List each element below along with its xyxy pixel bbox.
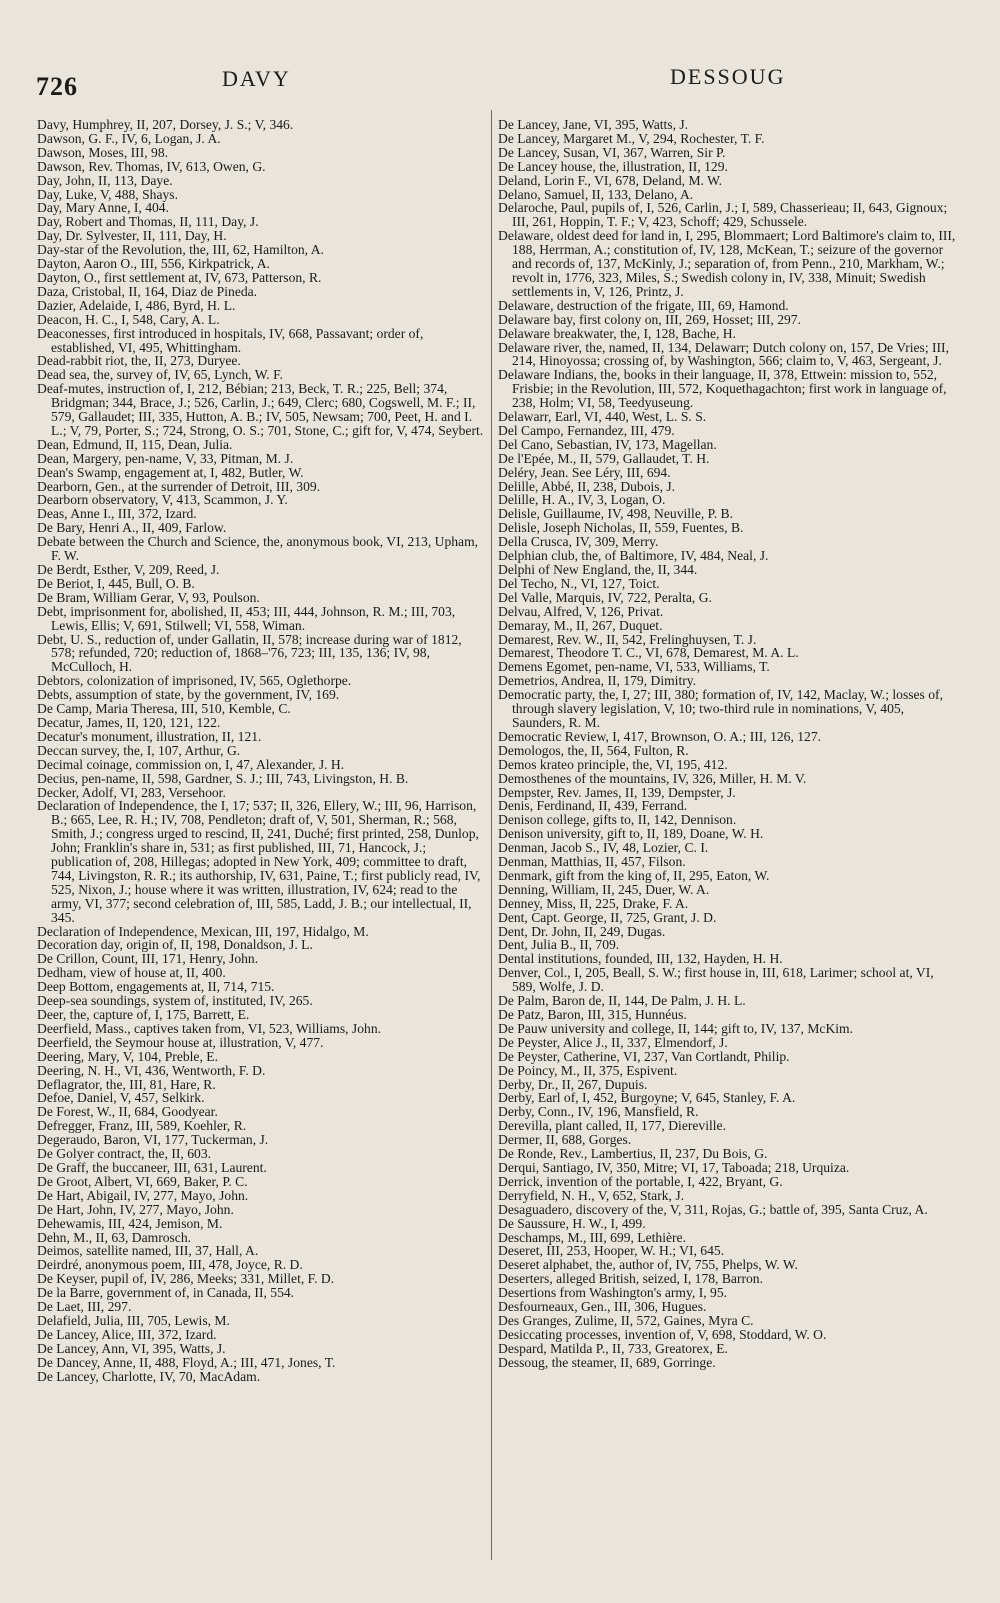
index-entry: Demetrios, Andrea, II, 179, Dimitry.: [498, 673, 697, 689]
index-entry: Deflagrator, the, III, 81, Hare, R.: [37, 1076, 216, 1092]
index-entry: Delille, H. A., IV, 3, Logan, O.: [498, 492, 666, 508]
index-entry: De Poincy, M., II, 375, Espivent.: [498, 1062, 678, 1078]
index-entry: Dessoug, the steamer, II, 689, Gorringe.: [498, 1354, 716, 1370]
index-entry: Derqui, Santiago, IV, 350, Mitre; VI, 17, Taboada; 218, Urquiza.: [498, 1159, 850, 1175]
index-entry: De Hart, Abigail, IV, 277, Mayo, John.: [37, 1187, 249, 1203]
index-entry: De Bary, Henri A., II, 409, Farlow.: [37, 520, 227, 536]
index-entry: Delphi of New England, the, II, 344.: [498, 562, 698, 577]
index-entry: Declaration of Independence, the I, 17; 537; II, 326, Ellery, W.; III, 96, Harrison, B.; 665, Lee, R. H.; IV, 708, Pendleton; draft of, V, 501, Sherman, R.; 568, Smith, J.; congress urged to rescind, II, 241, Duché; first printed, 258, Dunlop, John; Franklin's share in, 531; as first published, III, 71, Hancock, J.; publication of, 208, Hillegas; adopted in New York, 409; committee to draft, 744, Livingston, R. R.; its authorship, IV, 631, Paine, T.; first publicly read, IV, 525, Nixon, J.; house where it was written, illustration, IV, 624; read to the army, VI, 377; second celebration of, III, 585, Ladd, J. B.; our intellectual, II, 345.: [37, 798, 481, 925]
index-entry: De Lancey house, the, illustration, II, 129.: [498, 158, 728, 174]
index-entry: De Pauw university and college, II, 144; gift to, IV, 137, McKim.: [498, 1020, 854, 1036]
index-entry: Delvau, Alfred, V, 126, Privat.: [498, 603, 664, 619]
index-entry: De Saussure, H. W., I, 499.: [498, 1215, 646, 1231]
index-entry: Degeraudo, Baron, VI, 177, Tuckerman, J.: [37, 1132, 269, 1148]
index-entry: Decius, pen-name, II, 598, Gardner, S. J.; III, 743, Livingston, H. B.: [37, 770, 409, 786]
index-entry: Despard, Matilda P., II, 733, Greatorex, E.: [498, 1340, 728, 1356]
index-entry: Day, Luke, V, 488, Shays.: [37, 186, 178, 202]
index-entry: De Patz, Baron, III, 315, Hunnéus.: [498, 1007, 687, 1022]
index-entry: Della Crusca, IV, 309, Merry.: [498, 534, 659, 550]
index-entry: Deirdré, anonymous poem, III, 478, Joyce, R. D.: [37, 1257, 303, 1273]
index-entry: Day, John, II, 113, Daye.: [37, 172, 173, 188]
index-entry: Decatur, James, II, 120, 121, 122.: [37, 714, 221, 730]
index-entry: Delille, Abbé, II, 238, Dubois, J.: [498, 478, 676, 494]
index-entry: Debt, imprisonment for, abolished, II, 453; III, 444, Johnson, R. M.; III, 703, Lewis, Ellis; V, 691, Stilwell; VI, 558, Wiman.: [37, 603, 456, 633]
index-entry: De Lancey, Margaret M., V, 294, Rochester, T. F.: [498, 130, 765, 146]
index-entry: Dazier, Adelaide, I, 486, Byrd, H. L.: [37, 297, 236, 313]
index-entry: Denmark, gift from the king of, II, 295, Eaton, W.: [498, 867, 770, 883]
index-entry: Del Campo, Fernandez, III, 479.: [498, 422, 675, 438]
index-entry: Democratic Review, I, 417, Brownson, O. A.; III, 126, 127.: [498, 728, 822, 744]
index-column-right: [498, 118, 958, 1370]
index-entry: Demarest, Theodore T. C., VI, 678, Demarest, M. A. L.: [498, 645, 799, 661]
index-entry: Decatur's monument, illustration, II, 121.: [37, 728, 262, 744]
index-entry: De Beriot, I, 445, Bull, O. B.: [37, 575, 195, 591]
index-entry: De Golyer contract, the, II, 603.: [37, 1146, 212, 1162]
index-entry: Decker, Adolf, VI, 283, Versehoor.: [37, 784, 226, 800]
index-entry: Deland, Lorin F., VI, 678, Deland, M. W.: [498, 172, 723, 188]
index-entry: De la Barre, government of, in Canada, II, 554.: [37, 1285, 295, 1301]
index-entry: Denney, Miss, II, 225, Drake, F. A.: [498, 895, 689, 911]
index-entry: Dean, Edmund, II, 115, Dean, Julia.: [37, 436, 233, 452]
index-entry: De Lancey, Ann, VI, 395, Watts, J.: [37, 1340, 226, 1356]
column-divider: [491, 110, 492, 1560]
index-entry: Daza, Cristobal, II, 164, Diaz de Pineda.: [37, 283, 258, 299]
index-entry: De Bram, William Gerar, V, 93, Poulson.: [37, 589, 260, 605]
index-entry: Democratic party, the, I, 27; III, 380; formation of, IV, 142, Maclay, W.; losses of, through slavery legislation, V, 10; two-third rule in nominations, V, 405, Saunders, R. M.: [498, 687, 943, 730]
index-entry: Dawson, G. F., IV, 6, Logan, J. A.: [37, 130, 221, 146]
index-entry: Des Granges, Zulime, II, 572, Gaines, Myra C.: [498, 1312, 754, 1328]
index-entry: Deschamps, M., III, 699, Lethière.: [498, 1229, 686, 1245]
index-entry: Decoration day, origin of, II, 198, Donaldson, J. L.: [37, 937, 313, 953]
index-entry: Dean's Swamp, engagement at, I, 482, Butler, W.: [37, 464, 304, 480]
index-entry: Delaware Indians, the, books in their language, II, 378, Ettwein: mission to, 552, Frisbie; in the Revolution, III, 572, Koquethagachton; first work in language of, 238, Holm; VI, 58, Teedyuseung.: [498, 367, 947, 411]
index-entry: Dehewamis, III, 424, Jemison, M.: [37, 1215, 223, 1231]
index-entry: Delisle, Guillaume, IV, 498, Neuville, P. B.: [498, 506, 733, 522]
index-entry: Deerfield, Mass., captives taken from, VI, 523, Williams, John.: [37, 1020, 382, 1036]
index-entry: Dent, Dr. John, II, 249, Dugas.: [498, 923, 666, 939]
index-entry: Davy, Humphrey, II, 207, Dorsey, J. S.; V, 346.: [37, 117, 294, 132]
index-entry: Delaware, destruction of the frigate, III, 69, Hamond.: [498, 297, 789, 313]
index-entry: Derby, Conn., IV, 196, Mansfield, R.: [498, 1104, 699, 1120]
index-entry: Delawarr, Earl, VI, 440, West, L. S. S.: [498, 409, 707, 425]
index-entry: Deering, Mary, V, 104, Preble, E.: [37, 1048, 218, 1064]
index-entry: Dead sea, the, survey of, IV, 65, Lynch, W. F.: [37, 367, 283, 383]
index-entry: Demologos, the, II, 564, Fulton, R.: [498, 742, 689, 758]
index-entry: De Camp, Maria Theresa, III, 510, Kemble, C.: [37, 701, 291, 717]
index-entry: Dean, Margery, pen-name, V, 33, Pitman, M. J.: [37, 450, 294, 466]
index-entry: Deas, Anne I., III, 372, Izard.: [37, 506, 197, 522]
index-entry: Dayton, O., first settlement at, IV, 673, Patterson, R.: [37, 269, 322, 285]
index-entry: Deseret alphabet, the, author of, IV, 755, Phelps, W. W.: [498, 1257, 798, 1273]
index-entry: Derrick, invention of the portable, I, 422, Bryant, G.: [498, 1173, 783, 1189]
index-entry: Denning, William, II, 245, Duer, W. A.: [498, 881, 710, 897]
index-entry: De Berdt, Esther, V, 209, Reed, J.: [37, 562, 220, 577]
index-entry: Deléry, Jean. See Léry, III, 694.: [498, 464, 671, 480]
index-entry: Deaconesses, first introduced in hospitals, IV, 668, Passavant; order of, established, VI, 495, Whittingham.: [37, 325, 424, 355]
index-entry: Dawson, Moses, III, 98.: [37, 144, 169, 160]
index-entry: Day, Robert and Thomas, II, 111, Day, J.: [37, 214, 259, 230]
index-entry: Del Techo, N., VI, 127, Toict.: [498, 575, 660, 591]
running-head-left: DAVY: [222, 66, 291, 91]
index-entry: Deering, N. H., VI, 436, Wentworth, F. D.: [37, 1062, 266, 1078]
index-entry: Debts, assumption of state, by the government, IV, 169.: [37, 687, 340, 703]
index-entry: De Lancey, Susan, VI, 367, Warren, Sir P.: [498, 144, 726, 160]
index-entry: Deacon, H. C., I, 548, Cary, A. L.: [37, 311, 220, 327]
index-entry: Denman, Jacob S., IV, 48, Lozier, C. I.: [498, 840, 709, 856]
index-column-left: [37, 118, 487, 1383]
index-entry: Desaguadero, discovery of the, V, 311, Rojas, G.; battle of, 395, Santa Cruz, A.: [498, 1201, 928, 1217]
index-entry: Delaware, oldest deed for land in, I, 295, Blommaert; Lord Baltimore's claim to, III, 188, Herrman, A.; constitution of, IV, 128, McKean, T.; seizure of the governor and records of, 137, McKinly, J.; separation of, from Penn., 210, Markham, W.; revolt in, 1776, 323, Miles, S.; Swedish colony in, IV, 338, Minuit; Swedish settlements in, V, 126, Printz, J.: [498, 228, 956, 299]
index-entry: Desertions from Washington's army, I, 95.: [498, 1285, 728, 1301]
index-entry: Del Valle, Marquis, IV, 722, Peralta, G.: [498, 589, 712, 605]
index-entry: Denman, Matthias, II, 457, Filson.: [498, 854, 686, 870]
index-entry: Deep-sea soundings, system of, instituted, IV, 265.: [37, 993, 313, 1009]
index-entry: Demos krateo principle, the, VI, 195, 412.: [498, 756, 728, 772]
index-entry: Delaroche, Paul, pupils of, I, 526, Carlin, J.; I, 589, Chasserieau; II, 643, Gignoux; III, 261, Hoppin, T. F.; V, 423, Schoff; 429, Schussele.: [498, 200, 948, 230]
index-entry: Delaware bay, first colony on, III, 269, Hosset; III, 297.: [498, 311, 802, 327]
index-entry: Declaration of Independence, Mexican, III, 197, Hidalgo, M.: [37, 923, 369, 939]
index-entry: Deccan survey, the, I, 107, Arthur, G.: [37, 742, 241, 758]
index-entry: De Dancey, Anne, II, 488, Floyd, A.; III, 471, Jones, T.: [37, 1354, 336, 1370]
index-entry: Deseret, III, 253, Hooper, W. H.; VI, 645.: [498, 1243, 725, 1259]
running-head-right: DESSOUG: [670, 64, 786, 89]
page-number: 726: [36, 72, 78, 101]
index-entry: De Graff, the buccaneer, III, 631, Laurent.: [37, 1159, 267, 1175]
index-entry: Derby, Earl of, I, 452, Burgoyne; V, 645, Stanley, F. A.: [498, 1090, 796, 1106]
index-entry: Delphian club, the, of Baltimore, IV, 484, Neal, J.: [498, 548, 769, 564]
index-entry: Dayton, Aaron O., III, 556, Kirkpatrick, A.: [37, 256, 270, 272]
index-entry: Denis, Ferdinand, II, 439, Ferrand.: [498, 798, 688, 814]
index-entry: Denver, Col., I, 205, Beall, S. W.; first house in, III, 618, Larimer; school at, VI, 589, Wolfe, J. D.: [498, 965, 934, 995]
index-entry: Deaf-mutes, instruction of, I, 212, Bébian; 213, Beck, T. R.; 225, Bell; 374, Bridgman; 344, Brace, J.; 526, Carlin, J.; 649, Clerc; 680, Cogswell, M. F.; II, 579, Gallaudet; III, 335, Hutton, A. B.; IV, 505, Newsam; 700, Peet, H. and I. L.; V, 79, Porter, S.; 724, Strong, O. S.; 701, Stone, C.; gift for, V, 474, Seybert.: [37, 381, 484, 438]
index-entry: Debt, U. S., reduction of, under Gallatin, II, 578; increase during war of 1812, 578; refunded, 720; reduction of, 1868–'76, 723; III, 135, 136; IV, 98, McCulloch, H.: [37, 631, 462, 675]
index-entry: De Lancey, Charlotte, IV, 70, MacAdam.: [37, 1368, 261, 1384]
index-entry: Dental institutions, founded, III, 132, Hayden, H. H.: [498, 951, 783, 967]
index-entry: De Peyster, Catherine, VI, 237, Van Cortlandt, Philip.: [498, 1048, 790, 1064]
index-entry: Dearborn observatory, V, 413, Scammon, J. Y.: [37, 492, 288, 508]
index-entry: Dermer, II, 688, Gorges.: [498, 1132, 632, 1148]
index-entry: Defregger, Franz, III, 589, Koehler, R.: [37, 1118, 247, 1134]
index-entry: Demosthenes of the mountains, IV, 326, Miller, H. M. V.: [498, 770, 807, 786]
index-entry: Dawson, Rev. Thomas, IV, 613, Owen, G.: [37, 158, 266, 174]
index-entry: Decimal coinage, commission on, I, 47, Alexander, J. H.: [37, 756, 345, 772]
index-entry: Denison college, gifts to, II, 142, Dennison.: [498, 812, 737, 828]
index-entry: De Palm, Baron de, II, 144, De Palm, J. H. L.: [498, 993, 746, 1009]
index-entry: De Lancey, Alice, III, 372, Izard.: [37, 1326, 217, 1342]
index-entry: Dehn, M., II, 63, Damrosch.: [37, 1229, 192, 1245]
index-entry: Deimos, satellite named, III, 37, Hall, A.: [37, 1243, 259, 1259]
index-entry: Day-star of the Revolution, the, III, 62, Hamilton, A.: [37, 242, 324, 258]
index-entry: De Groot, Albert, VI, 669, Baker, P. C.: [37, 1173, 248, 1189]
index-entry: Demens Egomet, pen-name, VI, 533, Williams, T.: [498, 659, 770, 675]
index-entry: De Ronde, Rev., Lambertius, II, 237, Du Bois, G.: [498, 1146, 768, 1162]
index-entry: Dent, Julia B., II, 709.: [498, 937, 620, 953]
index-entry: Day, Mary Anne, I, 404.: [37, 200, 170, 216]
index-entry: Desfourneaux, Gen., III, 306, Hugues.: [498, 1299, 707, 1315]
index-entry: Desiccating processes, invention of, V, 698, Stoddard, W. O.: [498, 1326, 827, 1342]
index-entry: De Laet, III, 297.: [37, 1299, 132, 1315]
index-entry: De Keyser, pupil of, IV, 286, Meeks; 331, Millet, F. D.: [37, 1271, 335, 1287]
index-entry: Day, Dr. Sylvester, II, 111, Day, H.: [37, 228, 227, 244]
index-entry: Deserters, alleged British, seized, I, 178, Barron.: [498, 1271, 763, 1287]
index-entry: De Lancey, Jane, VI, 395, Watts, J.: [498, 117, 689, 132]
index-entry: Delisle, Joseph Nicholas, II, 559, Fuentes, B.: [498, 520, 744, 536]
index-entry: De Peyster, Alice J., II, 337, Elmendorf, J.: [498, 1034, 728, 1050]
index-entry: Defoe, Daniel, V, 457, Selkirk.: [37, 1090, 205, 1106]
index-entry: Del Cano, Sebastian, IV, 173, Magellan.: [498, 436, 717, 452]
index-entry: Derby, Dr., II, 267, Dupuis.: [498, 1076, 648, 1092]
index-entry: De l'Epée, M., II, 579, Gallaudet, T. H.: [498, 450, 710, 466]
index-entry: Denison university, gift to, II, 189, Doane, W. H.: [498, 826, 764, 842]
index-entry: Dent, Capt. George, II, 725, Grant, J. D.: [498, 909, 717, 925]
index-entry: Debtors, colonization of imprisoned, IV, 565, Oglethorpe.: [37, 673, 352, 689]
index-entry: De Hart, John, IV, 277, Mayo, John.: [37, 1201, 234, 1217]
index-entry: Dempster, Rev. James, II, 139, Dempster, J.: [498, 784, 736, 800]
index-entry: Derryfield, N. H., V, 652, Stark, J.: [498, 1187, 685, 1203]
index-entry: Debate between the Church and Science, the, anonymous book, VI, 213, Upham, F. W.: [37, 534, 479, 564]
index-entry: Demarest, Rev. W., II, 542, Frelinghuysen, T. J.: [498, 631, 757, 647]
index-entry: Delafield, Julia, III, 705, Lewis, M.: [37, 1312, 230, 1328]
index-entry: De Forest, W., II, 684, Goodyear.: [37, 1104, 218, 1120]
index-entry: Deep Bottom, engagements at, II, 714, 715.: [37, 979, 275, 995]
index-entry: Derevilla, plant called, II, 177, Diereville.: [498, 1118, 726, 1134]
index-entry: Delano, Samuel, II, 133, Delano, A.: [498, 186, 694, 202]
index-entry: Dearborn, Gen., at the surrender of Detroit, III, 309.: [37, 478, 321, 494]
index-entry: De Crillon, Count, III, 171, Henry, John.: [37, 951, 259, 967]
index-entry: Demaray, M., II, 267, Duquet.: [498, 617, 663, 633]
index-entry: Dedham, view of house at, II, 400.: [37, 965, 226, 981]
index-entry: Delaware river, the, named, II, 134, Delawarr; Dutch colony on, 157, De Vries; III, 214, Hinoyossa; crossing of, by Washington, 566; claim to, V, 463, Sergeant, J.: [498, 339, 949, 369]
index-entry: Dead-rabbit riot, the, II, 273, Duryee.: [37, 353, 241, 369]
index-entry: Deer, the, capture of, I, 175, Barrett, E.: [37, 1007, 250, 1022]
index-entry: Deerfield, the Seymour house at, illustration, V, 477.: [37, 1034, 324, 1050]
index-entry: Delaware breakwater, the, I, 128, Bache, H.: [498, 325, 736, 341]
